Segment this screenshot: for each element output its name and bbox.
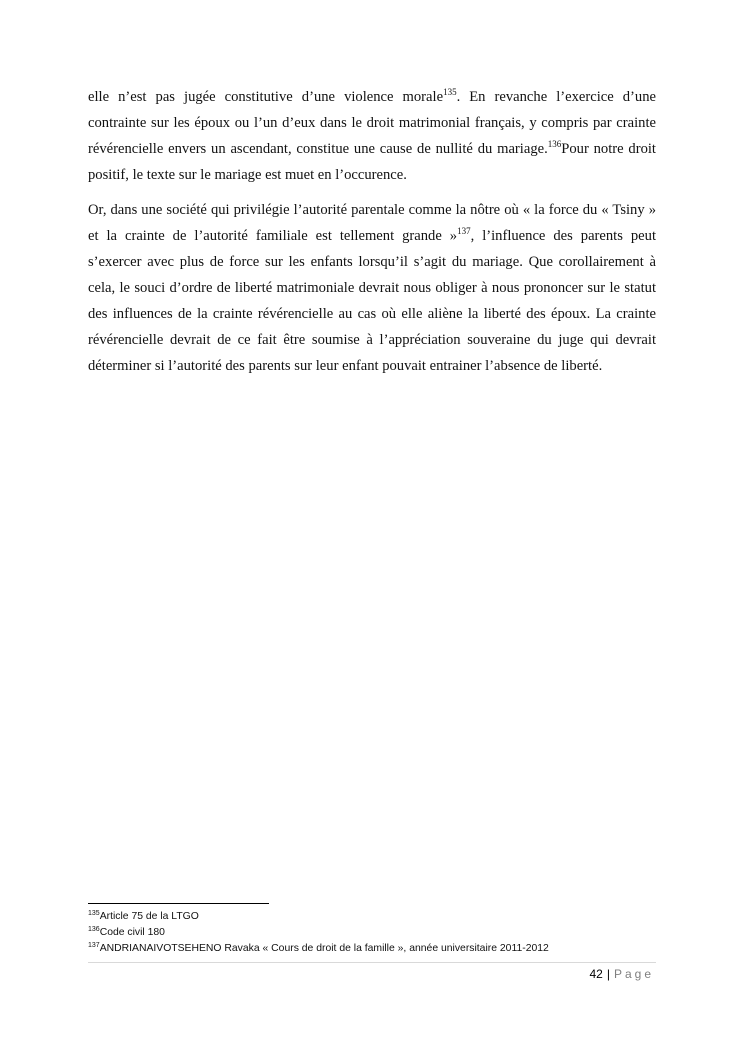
paragraph-1 — [88, 84, 656, 188]
footnote-text: ANDRIANAIVOTSEHENO Ravaka « Cours de droit de la famille », année universitaire 2011-2012 — [99, 943, 549, 954]
page-footer — [589, 966, 654, 982]
footnote-text: Code civil 180 — [99, 927, 165, 938]
footnote-ref-135: 135 — [443, 87, 457, 97]
footnote-separator — [88, 903, 269, 904]
footnote-number: 136 — [88, 926, 100, 933]
paragraph-2 — [88, 197, 656, 379]
footnote-136 — [88, 925, 656, 941]
page-number: 42 — [589, 967, 603, 981]
footnote-ref-136: 136 — [547, 139, 562, 149]
paragraph-1-text-a: elle n’est pas jugée constitutive d’une violence morale — [88, 89, 444, 105]
paragraph-2-text-b: , l’influence des parents peut s’exercer avec plus de force sur les enfants lorsqu’il s’agit du mariage. Que corollairement à cela, le souci d’ordre de liberté matrimoniale devrait nous obliger à nous prononcer sur le statut des influences de la crainte révérencielle au cas où elle aliène la liberté des époux. La crainte révérencielle devrait de ce fait être soumise à l’appréciation souveraine du juge qui devrait déterminer si l’autorité des parents sur leur enfant pouvait entrainer l’absence de liberté. — [88, 228, 657, 374]
page-label: Page — [613, 967, 654, 981]
paragraph-1-text-c: Pour notre droit positif, le texte sur le mariage est muet en l’occurence. — [88, 141, 656, 183]
paragraph-1-text-b: . En revanche l’exercice d’une contrainte sur les époux ou l’un d’eux dans le droit matrimonial français, y compris par crainte révérencielle envers un ascendant, constitue une cause de nullité du mariage. — [88, 89, 656, 157]
body-text — [88, 84, 656, 388]
footnote-137 — [88, 941, 656, 957]
footer-separator: | — [606, 967, 610, 981]
footnote-number: 137 — [88, 942, 100, 949]
footnote-135 — [88, 909, 656, 925]
footnotes — [88, 903, 656, 957]
footer-divider — [88, 962, 656, 963]
paragraph-2-text-a: Or, dans une société qui privilégie l’autorité parentale comme la nôtre où « la force du « Tsiny » et la crainte de l’autorité familiale est tellement grande » — [88, 202, 656, 244]
footnote-number: 135 — [88, 910, 100, 917]
footnote-ref-137: 137 — [457, 226, 471, 236]
footnote-text: Article 75 de la LTGO — [99, 911, 199, 922]
